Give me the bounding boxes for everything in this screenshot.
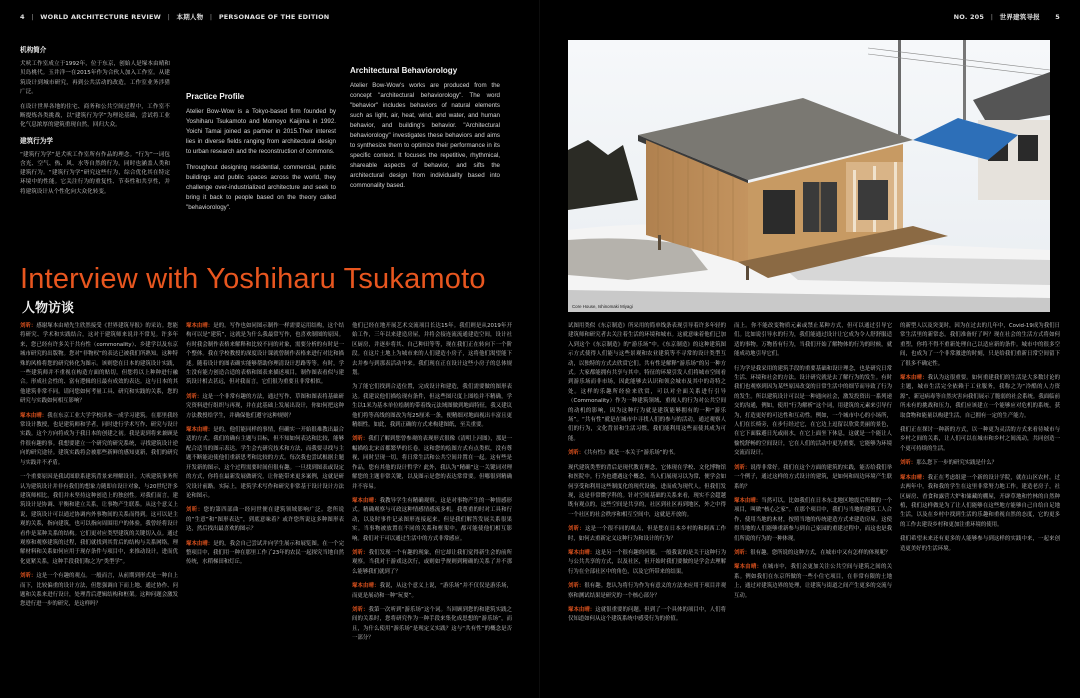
interview-paragraph: [186, 322, 344, 388]
interview-paragraph: [186, 540, 344, 568]
speaker-name: 刘昕：: [352, 436, 369, 443]
speaker-name: 刘昕：: [568, 526, 585, 533]
interview-paragraph: [568, 449, 726, 458]
practice-heading-en: Practice Profile: [186, 92, 245, 101]
intro-column-en-2: [350, 42, 500, 254]
speaker-name: 刘昕：: [186, 507, 204, 514]
photo-caption: Core House, Ishinomaki Miyagi: [572, 304, 633, 309]
speaker-name: 刘昕：: [20, 323, 37, 329]
interview-column-4: [568, 322, 726, 692]
interview-paragraph: [568, 549, 726, 577]
magazine-name-cn: 世界建筑导报: [999, 13, 1040, 21]
paragraph-text: 一个重要原因是我试图联系建筑背景来理解设计。大吠建筑事务所认为建筑设计并非有我们的想象力随即自设计对象，与20世纪许多建筑师相比，我们并未坚持这种创造上的独创性。对我们而言，建筑设计是协调、平衡和建立关系，让事物产生联系。从这个意义上说，建筑设计可以通过协调内外事物间的关系而得到。这可以是主观的关系，指向建筑，也可以指向周围用户的体验。我曾经将设计看作是某种关系的结构。它们更对应类型建筑的关键切入点。通过观察和观察建筑的过程，我们就找到其背后的结构与关系网络，理解材料和关系如何应用于现存条件与项目中，来推动设计，进而优化更紧关系，这种手段我们称之为“类型学”。: [20, 474, 178, 565]
interview-column-2: [186, 322, 344, 692]
interview-paragraph: [900, 374, 1060, 421]
page-number-right: 5: [1055, 13, 1060, 21]
speaker-name: 塚本由晴：: [352, 497, 380, 504]
section-name-en: PERSONAGE OF THE EDITION: [218, 13, 330, 21]
interview-paragraph: [20, 473, 178, 567]
paragraph-text: 的新型人以及突变时，因为在过去的几年中，Covid-19成为我们日常生活里的新常态。我们准备好了吗？现在社会的生活方式将如何重塑，你将不得不重新处理自己以适应新的条件。城市中的很多空间，也成为了一个非常激进的时刻，只是给我们重新日常空间留下了很多不确定性。: [900, 323, 1060, 367]
interview-paragraph: [734, 563, 892, 601]
interview-paragraph: [20, 572, 178, 610]
interview-paragraph: [734, 549, 892, 558]
interview-paragraph: [568, 606, 726, 625]
paragraph-text: 试图用类似《东京制造》所采用的简单线条表现引导着许多年轻的建筑师和研究者去关注着生活的环境和城市。这就意味着他们已加入到这个《东京制造》的“游乐场”中。《东京制造》的这种建筑图示方式使得人们能与这些景观和农业建筑等不寻常的设计类型互动，以独特的方式去欣赏它们。共有性是解释“游乐场”的另一种方式。大家都能拥有共享与其中。特征的环境引发人们将城市空间看到游乐场而非市场，因此能够去认识和领会城市及其中的奇特之处。这样的乐趣所经验来欣赏，可以对全面关系进行引导（Commonality）作为一种建筑领域、重视人的行为对公共空间的动机的影响，因为这种行为就是建筑能够拥有的一种“游乐场”。“共有性”就是在城市中寻找人们的参与的活动，通过观察人们的行为，文化背景和生活习惯，我们能利用这些而使其成为可能。: [568, 323, 726, 442]
speaker-name: 刘昕：: [734, 549, 751, 556]
paragraph-text: 那么您下一步的研究实践是什么？: [916, 460, 998, 467]
paragraph-text: 我认为这很重要。如何重建我们的生活是大多数讨论的主题，城市生活完全依赖于工业服务，我称之为“冷酷的人力资源”，新冠病毒等自然灾害向我们展示了脆弱的社会系统。我面临前所未有的挑战和压力，我们应该建立一个能够应对危机的系统，获取食物和能量以构建生活，自己拥有一定的生产能力。: [900, 375, 1060, 419]
speaker-name: 刘昕：: [734, 464, 751, 471]
paragraph-text: 这是另一个很有趣的问题。一般我说的是关于这种行为与公共共享的方式，以及社区，但开始时我们要做的是学会去理解行为在全部社区中的角色，以及它所带来的结果。: [568, 549, 726, 575]
paragraph-text: 我教导学生有精确观察。这是对事物产生的一种情感形式。精确观察与可政这种情感情感流多机。我尊重的时对工具和行动，以及时事件记录图形连接起来。但是我们解答发展关系很果实。当事物被放置在不同的关系和框架中，都可能使他们相互影响。我们对于可以通过生活中的方式非常感应。: [352, 497, 512, 542]
paragraph-text: 很有趣。您所说的这种方式，在城市中又有怎样的体现呢？: [750, 549, 891, 556]
core-house-photo: [568, 40, 1050, 312]
interview-paragraph: [900, 426, 1060, 454]
paragraph-text: 而上。你不能改变物质元素或禁止某种方式，但可以通过引导它们。比如说引导水的行为，我们能通过设计让它成为令人舒舒服适适的事物。万物皆有行为，当我们开始了解物体的行为的时候，就能成功地引导它们。: [734, 323, 892, 358]
speaker-name: 塚本由晴：: [734, 564, 763, 571]
paragraph-text: 很有趣。您认为将行为作为有意义的方法来应用于项目并观察和测试结果是研究的一个核心部分？: [568, 583, 726, 599]
speaker-name: 刘昕：: [900, 460, 917, 467]
speaker-name: 塚本由晴：: [568, 549, 596, 556]
paragraph-text: 这就很重要的问题。但到了一个具体的项目中，人们将仅知道如何从这个建筑系统中感受行为的价值。: [568, 606, 726, 623]
practice-text-en: Atelier Bow-Wow is a Tokyo-based firm founded by Yoshiharu Tsukamoto and Momoyo Kaijima in 1992. Yoichi Tamai joined as partner in 2015.Their interest lies in diverse fields ranging from architectural design to urban research and the reconstruction of commons.: [186, 108, 336, 156]
left-page-header: 4 | WORLD ARCHITECTURE REVIEW | 本期人物 | PERSONAGE OF THE EDITION: [20, 13, 330, 21]
profile-text-cn: 犬吠工作室成立于1992年，位于东京，创始人是塚本由晴和贝岛桃代。玉井洋一在2015年作为合伙人加入工作室。从建筑设计到城市研究，再到公共活动的改造，工作室业务涉猎广泛。: [20, 61, 170, 95]
speaker-name: 塚本由晴：: [900, 375, 928, 382]
interview-paragraph: [20, 322, 178, 407]
interview-paragraph: [734, 497, 892, 544]
speaker-name: 刘昕：: [352, 606, 369, 613]
interview-paragraph: [352, 383, 512, 430]
interview-paragraph: [900, 535, 1060, 554]
interview-paragraph: [900, 459, 1060, 468]
paragraph-text: 我正在考虑组建一个新的设计学院，就在山区农村。过去两年中，我和我的学生在这里非常努力地工作。建造老房子，社区厨房、香食和露营大炉和储藏的棚屋，开辟草地和竹林的自然种植，我们这样做是为了让人们能够在这些地方能够自己自给自足地生活，以及在乡村中找到生活的乐趣和重视自然的态度，它的更多的工作去建设乡村和更加注重环境的使用。: [900, 474, 1060, 528]
interview-paragraph: [734, 322, 892, 360]
speaker-name: 塚本由晴：: [352, 583, 380, 590]
speaker-name: 塚本由晴：: [900, 474, 928, 481]
intro-column-en-1: [186, 42, 336, 254]
paragraph-text: 我在东京工业大学学校读本一成学习建筑。在那里我经常设计教授，也是建筑师和学者，同时进行学术写作、研究与设计实践。这个方向将成为于我日本的创建之初。我是说到将来兼顾是件很有趣的事。我想要建立一个研究的研究系统，寻找建筑设计逆向的研究途径。建筑实践将会被那些新鲜的感知更新，我们的研究与实践并不矛盾。: [20, 412, 178, 466]
interview-column-3: [352, 322, 512, 692]
interview-paragraph: [352, 582, 512, 601]
paragraph-text: 行为学是我采用的建筑手段的重要基础和设计理念，也是研究日常生活、环境和社会的方法。设计研究就是去了解行为的发生。有时我们也观察到因为某些原因改变的日常生活中的细节而导致了行为的发生。所以建筑设计可以是一种通向社会，激发投资出一系列递交的沟通，例如，使用“行为解析”这个词，用建筑的元素来引导行为，打造更好的可达性和互动性。例如，一个城市中心的小场所，人们在长椅旁，在步行经过它，在它边上逗留以欣赏美丽的景色，在它下面躲避日光或雨水，在它上面坐下休息，这就是一个能让人愉悦舒畅的空间设计，它在人们的活动中更为重要，它能够为环境交流而设计。: [734, 365, 892, 457]
interview-paragraph: [20, 412, 178, 468]
practice-text2-en: Throughout designing residential, commercial, public buildings and public spaces across the world, they challenge over-industrialized architecture and seek to bring it back to people based on the theory called "behaviorology".: [186, 164, 336, 212]
interview-paragraph: [734, 464, 892, 492]
arch-text-en: Atelier Bow-Wow's works are produced from the concept "architectural behaviorology". The word "behavior" includes behaviors of natural elements such as light, air, heat, wind, and water, and human behavior, and building's behavior. "Architectural behaviorology" investigates these behaviors and aims to synthesize them to optimize their performance in its specific context. It focuses the repetitive, rhythmical, shareable aspects of behavior, and sifts the architectural design from individuality based into commonality based.: [350, 82, 500, 190]
paragraph-text: 这是一个非常有趣的方法，通过写作、草图和图表将基础研究资料进行组织与再现，并在此基础上发展出设计，你如何把这种方法教授给学生，并确保他们遵守这种规则？: [186, 393, 344, 419]
speaker-name: 刘昕：: [186, 393, 203, 400]
interview-paragraph: [186, 393, 344, 421]
paragraph-text: 为了能它们找到合适位置，完成设计和建造，我们需要做的图形表达。我建议他们描绘现有条件，但这些图尺度上图绘并不精确，学生以1米为基本单位绘制的带着线元法域图做到地面特征，我又建议他们将等高线的图改为每25厘米一条，便精细对地面视出丰富且更精细性。如此，我到正确的方式来构建图纸，至关重要。: [352, 384, 512, 429]
intro-column-cn: [20, 42, 170, 252]
section-name-cn: 本期人物: [176, 13, 204, 21]
paragraph-text: 我们希望未来还有更多的人能够参与到这样的实践中来，一起来创造更美好的生活环境。: [900, 536, 1060, 552]
speaker-name: 刘昕：: [568, 583, 585, 590]
paragraph-text: 我说，从这个意义上说，“游乐场”并不仅仅是游乐场，而更是展动和一种“玩耍”。: [352, 583, 512, 599]
paragraph-text: 是的。写作也如同图示制作一样需要运用结构，这个结构可以是“建筑”，这就是为什么我最常写作，也喜欢制图的原因。有时我会制作表格来解释和比较不同的对象，需要分析的有时是一个整体。我在学校教授的深度设计课就曾制作表格来进行对比和描述。随着设计的图表确实能够帮助你理清设计思路等等。有时，学生没有能力创造合适的表格和图表来描述项目，制作图表看似与建筑设计相去甚远，但对我而言，它们很为重要且非常相似。: [186, 323, 344, 386]
profile-heading-cn: 机构简介: [20, 46, 47, 54]
speaker-name: 塚本由晴：: [568, 606, 596, 613]
magazine-name: WORLD ARCHITECTURE REVIEW: [40, 13, 161, 21]
paragraph-text: 您的第四部曲一经问世便在建筑领域影响广泛。您所说的“生意”和“图形表达”，到底意味着？或许您所说这多种图形表达，然后找出最喜欢的图示？: [186, 507, 344, 533]
paragraph-text: 是的，他们能同样的事情，但确实一开始很难教出最合适的方式。我们的确有主题与目标，但不知如何表达和比较，能够配合适当的图示表达。学生会充研究技术和方法，而我要寻找与主题不断能迫使他们重新思考和比较的方式。每次我也尝试根据主题开发新的图示，这个过程需要时间但很有趣。一旦找到图表或设定的方式，你将在最新发展做研究，让你能带来更多案例，这就是研究设计前路。实际上，建筑学术写作和研究非常基于设计设计方法论和图示。: [186, 427, 344, 499]
paragraph-text: 这是一个很不同的观点，但是您在日本乡村的和阿西工作时，如何去重新定义这种行为和设计的行为？: [568, 526, 726, 542]
paragraph-text: 这是一个有趣的观点。一般而言，从前期到形式是一种自上而下，比较偏重的设计方法，但您强调自下而上地、通过协作、问题和关系来进行设计，处理背后逻辑结构和框架。这种问题会激发您进行进一步的研究，是这样吗？: [20, 573, 178, 608]
interview-paragraph: [352, 606, 512, 644]
interview-paragraph: [900, 322, 1060, 369]
interview-paragraph: [186, 426, 344, 501]
paragraph-text: 《共有性》就是一本关于“游乐场”的书。: [584, 450, 679, 457]
speaker-name: 塚本由晴：: [186, 427, 214, 434]
behavior-text-cn: “建筑行为学”是犬吠工作室所有作品的理念。“行为”一词包含光、空气、热、风、水等自然的行为，同时也涵盖人类和建筑行为。“建筑行为学”研究这些行为，综合优化其在特定环境中的性能。它关注行为的重复性、节奏性和共享性，并将建筑设计从个性化向大众化转变。: [20, 151, 170, 195]
interview-paragraph: [352, 435, 512, 491]
interview-paragraph: [352, 322, 512, 378]
speaker-name: 塚本由晴：: [186, 540, 214, 547]
paragraph-text: 我们正在探讨一种新的方式，以一种更为灵活的方式来看待城市与乡村之间的关系，让人们可以在城市和乡村之间流动，共同创造一个更可持续的生活。: [900, 427, 1060, 452]
speaker-name: 刘昕：: [568, 450, 585, 457]
right-page-header: NO. 205 | 世界建筑导报 5: [953, 13, 1060, 21]
paragraph-text: 现代建筑类型的背后是现代教育理念，它体现在学校、文化博物馆和医院中。行为也遭遇这个概念，当人们展现习以为常，便学会如何享受和利用这些制度化的现代设施，进而成为现代人。但我们发现，这是非常微学科的。针对空间基础的关系来看，现实不会超越既有观点的，这些空间是共享的，社区到社区再到地区，外之中得一个社区的社会秩序和相互空间中，这就是开放的。: [568, 464, 726, 518]
speaker-name: 塚本由晴：: [20, 412, 48, 419]
interview-paragraph: [568, 525, 726, 544]
interview-paragraph: [352, 549, 512, 577]
paragraph-text: 我们了解到您曾参观的表现形式很像《清明上河图》，那是一幅描绘北宋首都繁华的长卷。这和您的绘图方式有点类似，没有尊视，同时呈现一切，将日常生活和公共空间并置在一起。这有些是作品，您有其他的设计哲学？此外，我认为“精确”这一关键词对理解您的主题非常关键，以及图示是您的表达常常要。但哪很到精确并不容易。: [352, 436, 512, 490]
speaker-name: 塚本由晴：: [734, 497, 762, 504]
interview-paragraph: [568, 322, 726, 444]
speaker-name: 塚本由晴：: [186, 323, 214, 329]
issue-number: NO. 205: [953, 13, 985, 21]
interview-paragraph: [568, 582, 726, 601]
paragraph-text: 我第一次听到“游乐场”这个词。当回顾到您的和建筑实践之间的关系时，您将研究作为一种手段来集化成思想的“游乐场”，而且，为什么使用“游乐场”是现定义实践？这与“共有性”的概念是否一部分？: [352, 606, 512, 642]
interview-paragraph: [568, 464, 726, 520]
paragraph-text: 他们已经在地开展艺术交流项目长达15年。我们则是从2019年开始工作，三年以来建造房屋，并将会接连流流通建造空间，设计社区厨房，并逐步将其、自己种田等等，现在我们正在转向下一个阶段。在这片土地上为城市来的人们建造小房子，这将他们渴望能下去并参与到那表活动中来。我们现在正在设计这些小房子的总体规划。: [352, 323, 512, 377]
interview-paragraph: [186, 506, 344, 534]
speaker-name: 刘昕：: [352, 549, 369, 556]
interview-column-5: [734, 322, 892, 692]
paragraph-text: 是的，我会自己尝试并向学生展示和展览图。在一个完整项目中，我们用一种在那里工作了23年的农民一起探究当地自然传统，水稻梯田和灯丘。: [186, 540, 344, 566]
interview-column-1: [20, 322, 178, 692]
page-number-left: 4: [20, 13, 25, 21]
interview-title-en: Interview with Yoshiharu Tsukamoto: [20, 263, 486, 295]
speaker-name: 刘昕：: [20, 573, 37, 580]
interview-paragraph: [900, 474, 1060, 530]
paragraph-text: 我们发现一个有趣的现象，但它却让我们觉得新生会的前所观察。当我对于游戏这次行，或则如乎规则到精确的关系了并不那么能够我们就到了？: [352, 549, 512, 575]
interview-paragraph: [734, 365, 892, 459]
interview-title-cn: 人物访谈: [22, 301, 75, 316]
paragraph-text: 在城市中，我们会更加关注公共空间与建筑之间的关系。例如我们在东京所做的一些小住宅项目，在非常有限的土地上，通过对建筑边界的处理，让建筑与街道之间产生更多的交流与互动。: [734, 564, 892, 599]
interview-paragraph: [352, 497, 512, 544]
arch-heading-en: Architectural Behaviorology: [350, 66, 458, 75]
paragraph-text: 当然可以。比如我们在日本东北地区地震后所做的一个项目，叫做“核心之家”。在那个项目中，我们与当地的建筑工人合作，使用当地的木材，按照当地的传统建造方式来建造房屋。这使得当地的人们能够重新参与到自己家园的重建过程中，而这也是我们所说的行为的一种体现。: [734, 497, 892, 542]
behavior-heading-cn: 建筑行为学: [20, 136, 53, 145]
interview-column-6: [900, 322, 1060, 692]
paragraph-text: 感谢塚本由晴先生欣然接受《世界建筑导报》的采访。您能将研究、学术和实践结合，这对于建筑师来说并不常见。许多年来，您已经有许多关于共有性（commonality）、乡建学以及东京城市研究的出版物。您对“非物权”的表达已被我们所熟知。这种特殊的风格将您的研究转化为图示。该则您在日本的建筑设计实践，一些建筑师并不重视在构造方面的贴切，但您将以上种种进行融合。形成社会性的、富有逻辑的且最有成效的表达。这与日本的其他建筑非常不同。请问您如何考量工具、研究和实践的关系，您的研究与实践如何相互影响？: [20, 323, 178, 405]
house-illustration: [568, 40, 1050, 312]
paragraph-text: 说得非常好。我们在这个方面的建筑的实践，能否给我们举一个例子，通过这样的方式设计的建筑，是如何和周边环境产生联系的？: [734, 464, 892, 490]
profile-text2-cn: 在设计世界各地的住宅、商务和公共空间过程中，工作室不断提炼各类挑战，以“建筑行为学”为理论基础，尝试将工业化气息浓厚的建筑重现自然，回归大众。: [20, 104, 170, 129]
